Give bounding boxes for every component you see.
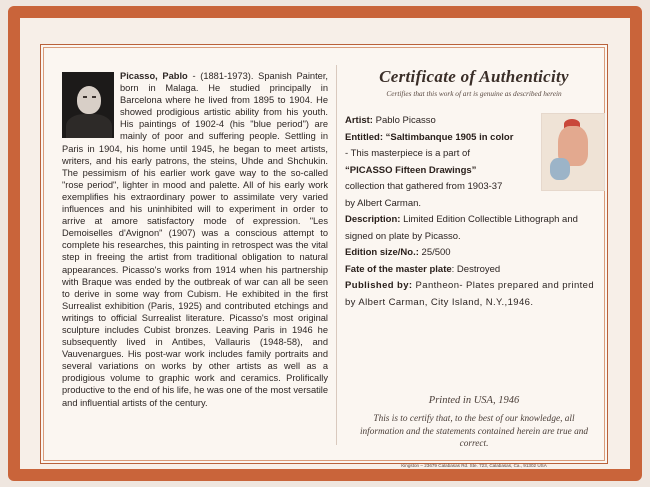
artist-field: Artist: Pablo Picasso bbox=[345, 115, 436, 126]
certification-statement: This is to certify that, to the best of our knowledge, all information and the statements contained herein are true and correct. bbox=[359, 414, 589, 449]
footer-address: Kingston – 23679 Calabasas Rd. Ste. 723, Calabasas, Ca., 91302 USA bbox=[401, 463, 547, 468]
entitled-field: Entitled: “Saltimbanque 1905 in color - This masterpiece is a part of “PICASSO Fifteen Drawings” collection that gathered from 1903-37 by Albert Carman. bbox=[345, 131, 514, 209]
artist-biography bbox=[62, 70, 328, 409]
master-plate-field: Fate of the master plate: Destroyed bbox=[345, 263, 501, 275]
edition-field: Edition size/No.: 25/500 bbox=[345, 247, 451, 258]
column-divider bbox=[336, 65, 337, 445]
certificate-title: Certificate of Authenticity bbox=[379, 67, 569, 86]
artist-portrait-photo bbox=[62, 72, 114, 138]
certificate-panel bbox=[40, 44, 608, 468]
published-field: Published by: Pantheon- Plates prepared and printed by Albert Carman, City Island, N.Y.,1946. bbox=[345, 280, 595, 308]
certificate-subtitle: Certifies that this work of art is genuine as described herein bbox=[386, 89, 562, 98]
description-field: Description: Limited Edition Collectible Lithograph and signed on plate by Picasso. bbox=[345, 214, 578, 242]
artist-name: Picasso, Pablo bbox=[120, 71, 188, 81]
certificate-fields bbox=[345, 113, 603, 311]
certificate-details bbox=[345, 67, 603, 468]
biography-text: - (1881-1973). Spanish Painter, born in Malaga. He studied principally in Barcelona where he lived from 1895 to 1904. He showed prodigious artistic ability from his youth. His paintings of 1902-4 (his "blue period") are mainly of poor and suffering people. Settling in Paris in 1904, his home until 1945, he began to meet artists, writers, and his early patrons, the steins, Uhde and Shchukin. The pessimism of his earlier work gave way to the so-called "rose period", lighter in mood and palette. All of his early work exemplifies his extraordinary power to assimilate very varied influences and his uninhibited will to experiment in order to arrive at amore satisfactory mode of expression. "Les Demoiselles d'Avignon" (1907) was a conscious attempt to complete his researches, this painting in retrospect was the vital step in freeing the artist from traditional obligation to natural appearances. Picasso's works from 1914 when his partnership with Braque was ended by the outbreak of war can all be seen to derive in some way from Cubism. He exhibited in the first Surrealist exhibition (Paris, 1925) and contributed etchings and writings to official Surrealist literature. Picasso's most original sculpture includes Cubist bronzes. Leaving Paris in 1946 he subsequently lived in Antibes, Vallauris (1948-58), and Vauvenargues. His post-war work includes family portraits and several variations on works by other artists as well as a prodigious volume to graphic work and ceramics. Prolifically productive to the end of his life, he was one of the most versatile and influential artists of the century. bbox=[62, 71, 328, 408]
printed-note: Printed in USA, 1946 bbox=[428, 395, 520, 406]
